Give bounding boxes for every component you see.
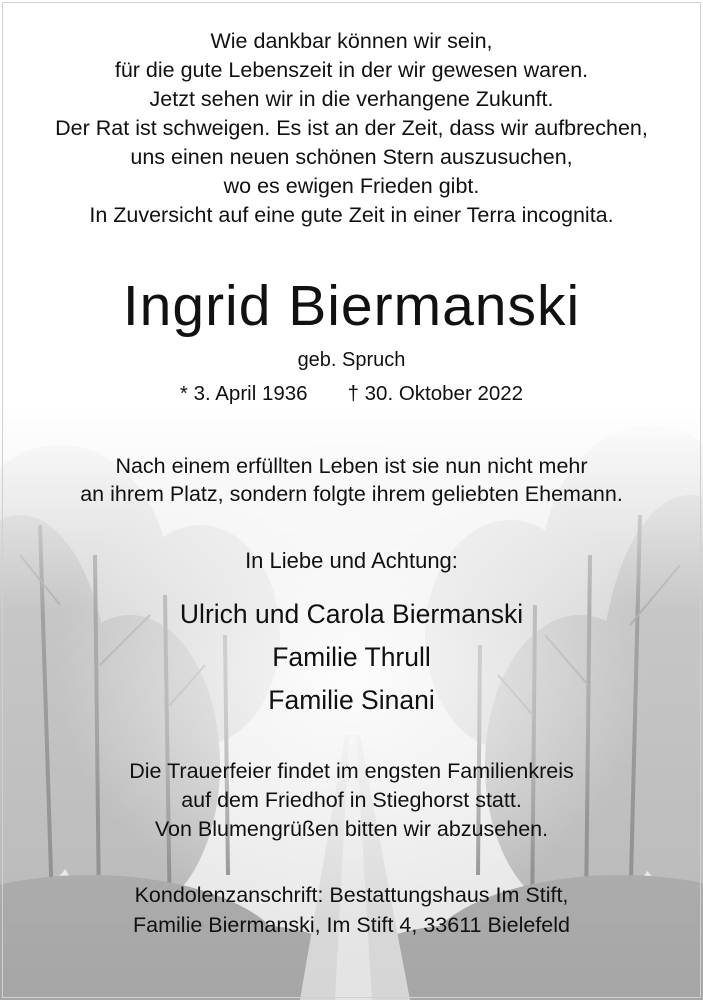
condolence-address-line: Familie Biermanski, Im Stift 4, 33611 Bielefeld <box>133 913 570 937</box>
funeral-info-line: Von Blumengrüßen bitten wir abzusehen. <box>154 817 549 841</box>
mourners-list <box>0 593 703 722</box>
mourner-name: Familie Sinani <box>268 685 435 715</box>
poem-line: Wie dankbar können wir sein, <box>210 29 493 53</box>
deceased-name: Ingrid Biermanski <box>122 274 581 338</box>
death-date: † 30. Oktober 2022 <box>347 382 524 405</box>
mourner-name: Ulrich und Carola Biermanski <box>179 599 524 629</box>
life-statement-line: an ihrem Platz, sondern folgte ihrem geliebten Ehemann. <box>80 482 623 506</box>
poem-line: Jetzt sehen wir in die verhangene Zukunft. <box>149 87 554 111</box>
condolence-address <box>0 880 703 940</box>
mourners-intro: In Liebe und Achtung: <box>245 548 458 573</box>
life-statement-line: Nach einem erfüllten Leben ist sie nun nicht mehr <box>115 454 588 478</box>
poem-line: für die gute Lebenszeit in der wir gewesen waren. <box>114 58 589 82</box>
maiden-name: geb. Spruch <box>297 349 406 371</box>
funeral-info-line: auf dem Friedhof in Stieghorst statt. <box>181 788 522 812</box>
poem-line: uns einen neuen schönen Stern auszusuchen, <box>130 145 573 169</box>
funeral-info <box>0 757 703 844</box>
condolence-address-line: Kondolenzanschrift: Bestattungshaus Im Stift, <box>134 883 569 907</box>
life-dates <box>0 380 703 408</box>
opening-poem <box>0 27 703 230</box>
funeral-info-line: Die Trauerfeier findet im engsten Familienkreis <box>129 759 574 783</box>
poem-line: In Zuversicht auf eine gute Zeit in einer Terra incognita. <box>89 203 614 227</box>
birth-date: * 3. April 1936 <box>179 382 308 405</box>
poem-line: wo es ewigen Frieden gibt. <box>223 174 480 198</box>
poem-line: Der Rat ist schweigen. Es ist an der Zeit, dass wir aufbrechen, <box>55 116 648 140</box>
mourner-name: Familie Thrull <box>272 642 431 672</box>
life-statement <box>0 452 703 508</box>
